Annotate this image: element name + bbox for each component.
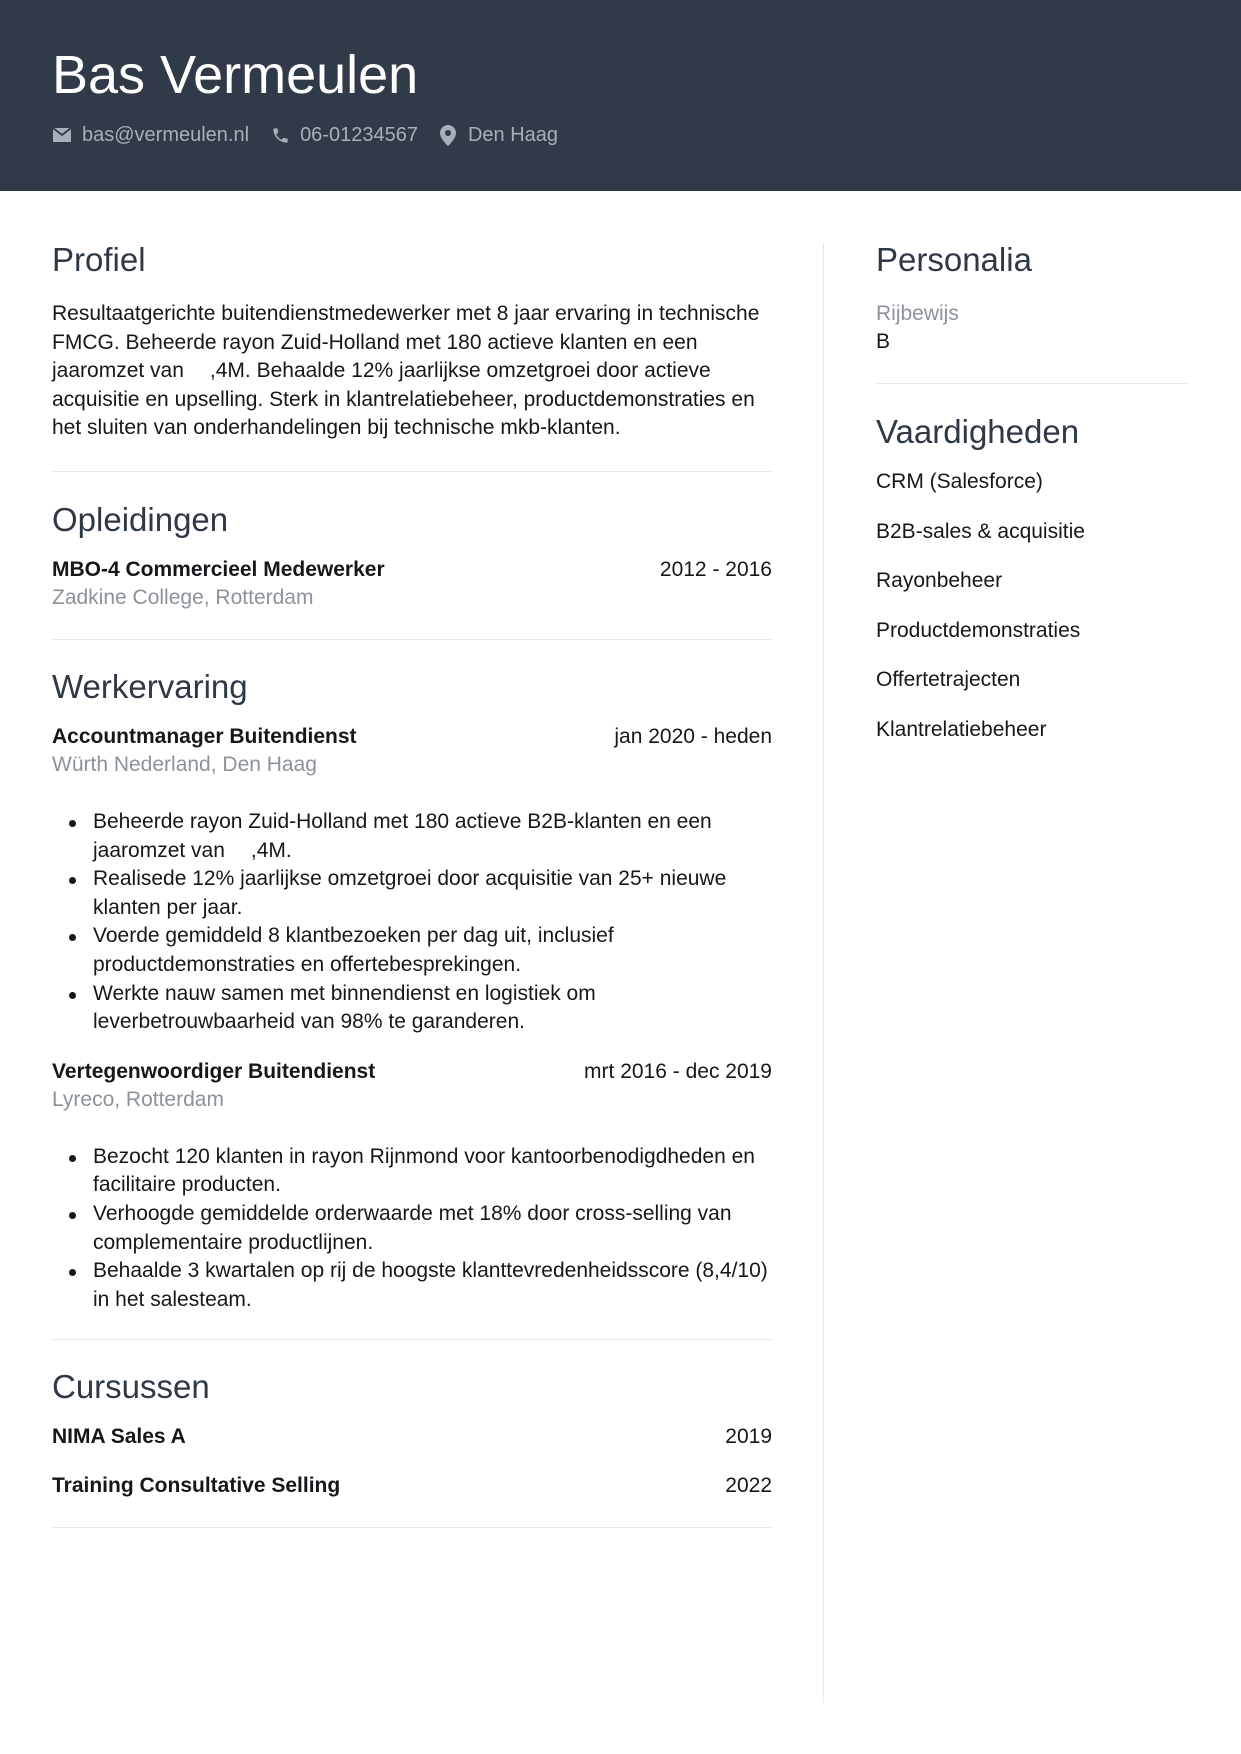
section-divider bbox=[52, 639, 772, 640]
location-text: Den Haag bbox=[467, 124, 559, 146]
course-title: NIMA Sales A bbox=[52, 1425, 186, 1449]
job-company: Würth Nederland, Den Haag bbox=[52, 752, 317, 776]
job-date: mrt 2016 - dec 2019 bbox=[584, 1059, 772, 1083]
resume-header bbox=[0, 0, 1241, 191]
phone-icon bbox=[271, 126, 290, 145]
envelope-icon bbox=[52, 127, 72, 143]
job-bullet: Behaalde 3 kwartalen op rij de hoogste klanttevredenheidsscore (8,4/10) in het salesteam. bbox=[93, 1257, 772, 1314]
phone-text: 06-01234567 bbox=[300, 124, 418, 146]
job-title: Accountmanager Buitendienst bbox=[52, 724, 357, 748]
section-title-opleidingen: Opleidingen bbox=[52, 500, 229, 538]
profile-text-part-2: ,4M. Behaalde 12% jaarlijkse omzetgroei door actieve acquisitie en upselling. Sterk in klantrelatiebeheer, productdemonstraties en het sluiten van onderhandelingen bij technische mkb-klanten. bbox=[52, 359, 755, 440]
section-divider bbox=[52, 1527, 772, 1528]
section-werkervaring bbox=[52, 667, 772, 1340]
education-title: MBO-4 Commercieel Medewerker bbox=[52, 557, 385, 581]
section-divider bbox=[52, 471, 772, 472]
job-title: Vertegenwoordiger Buitendienst bbox=[52, 1059, 376, 1083]
section-title-profiel: Profiel bbox=[52, 241, 146, 278]
course-date: 2019 bbox=[725, 1425, 772, 1449]
skills-list bbox=[876, 468, 1189, 765]
candidate-name: Bas Vermeulen bbox=[52, 45, 419, 105]
job-bullet: Verhoogde gemiddelde orderwaarde met 18% door cross-selling van complementaire productlijnen. bbox=[93, 1200, 772, 1257]
job-bullets bbox=[52, 808, 772, 1037]
section-vaardigheden bbox=[876, 412, 1189, 765]
section-cursussen bbox=[52, 1367, 772, 1528]
section-title-personalia: Personalia bbox=[876, 241, 1032, 278]
section-title-werkervaring: Werkervaring bbox=[52, 667, 248, 705]
contact-info bbox=[52, 122, 580, 148]
contact-phone bbox=[271, 122, 418, 148]
job-bullet: Bezocht 120 klanten in rayon Rijnmond voor kantoorbenodigdheden en facilitaire producten. bbox=[93, 1143, 772, 1200]
skill-item: Rayonbeheer bbox=[876, 569, 1003, 592]
profile-text-part-1: Resultaatgerichte buitendienstmedewerker met 8 jaar ervaring in technische FMCG. Beheerde rayon Zuid-Holland met 180 actieve klanten en een jaaromzet van bbox=[52, 302, 760, 383]
education-item bbox=[52, 556, 772, 612]
course-item bbox=[52, 1423, 772, 1451]
section-opleidingen bbox=[52, 500, 772, 640]
map-pin-icon bbox=[440, 125, 456, 146]
job-bullet: Voerde gemiddeld 8 klantbezoeken per dag uit, inclusief productdemonstraties en offertebesprekingen. bbox=[93, 922, 772, 979]
section-personalia bbox=[876, 240, 1189, 384]
skill-item: Offertetrajecten bbox=[876, 668, 1021, 691]
section-divider bbox=[52, 1339, 772, 1340]
job-date: jan 2020 - heden bbox=[614, 724, 772, 748]
job-bullet: Werkte nauw samen met binnendienst en logistiek om leverbetrouwbaarheid van 98% te garanderen. bbox=[93, 980, 772, 1037]
contact-email bbox=[52, 122, 249, 148]
section-profiel bbox=[52, 240, 772, 472]
job-item bbox=[52, 1058, 772, 1315]
contact-location bbox=[440, 122, 558, 148]
education-date: 2012 - 2016 bbox=[659, 557, 772, 581]
drivers-license-label: Rijbewijs bbox=[876, 302, 959, 325]
skill-item: Klantrelatiebeheer bbox=[876, 717, 1047, 741]
job-bullets bbox=[52, 1143, 772, 1315]
job-bullet: Beheerde rayon Zuid-Holland met 180 actieve B2B-klanten en een jaaromzet van ,4M. bbox=[93, 808, 772, 865]
skill-item: Productdemonstraties bbox=[876, 618, 1081, 642]
course-date: 2022 bbox=[725, 1474, 772, 1498]
skill-item: CRM (Salesforce) bbox=[876, 470, 1043, 493]
skill-item: B2B-sales & acquisitie bbox=[876, 519, 1085, 543]
section-title-cursussen: Cursussen bbox=[52, 1368, 210, 1406]
course-title: Training Consultative Selling bbox=[52, 1474, 341, 1498]
profile-summary bbox=[52, 300, 772, 443]
section-title-vaardigheden: Vaardigheden bbox=[876, 413, 1080, 450]
sidebar-column bbox=[876, 240, 1189, 765]
education-institution: Zadkine College, Rotterdam bbox=[52, 585, 314, 609]
drivers-license-value: B bbox=[876, 330, 891, 353]
section-divider bbox=[876, 383, 1189, 384]
course-item bbox=[52, 1472, 772, 1500]
job-item bbox=[52, 723, 772, 1037]
job-bullet: Realisede 12% jaarlijkse omzetgroei door acquisitie van 25+ nieuwe klanten per jaar. bbox=[93, 865, 772, 922]
job-company: Lyreco, Rotterdam bbox=[52, 1087, 224, 1111]
column-divider bbox=[823, 243, 824, 1703]
main-column bbox=[52, 240, 772, 1528]
email-text: bas@vermeulen.nl bbox=[82, 124, 250, 146]
